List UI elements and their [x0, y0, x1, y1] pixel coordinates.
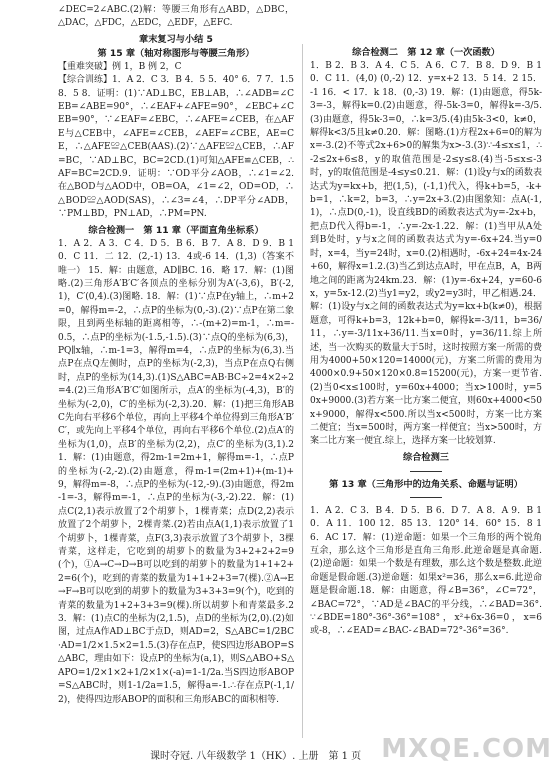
test3-heading: 综合检测三	[403, 451, 449, 463]
subheading-rule-right	[410, 497, 442, 498]
training-text: 【综合训练】1．A 2．C 3．B 4．5 5．40° 6．7 7．1.5 8．5 8．证明：(1)∵AD⊥BC，EB⊥AB，∴∠ADB=∠CEB=∠ABE=90°，∴∠EAF+∠AFE=90°，∠EBC+∠CEB=90°，∵∠EAF=∠EBC，∴∠AFE=∠CEB，在△AFE与△CEB中，∠AFE=∠CEB，∠AEF=∠CBE，AE=CE，∴△AFE≌△CEB(AAS).(2)∵△AFE≌△CEB，∴AF=BC，∵AD⊥BC，BC=2CD.(1)可知△AFE≌△CEB，∴AF=BC=2CD.9．证明：∵OD平分∠AOB，∴∠1=∠2.在△BOD与△AOD中，OB=OA，∠1=∠2，OD=OD，∴△BOD≌△AOD(SAS)，∴∠3=∠4，∴DP平分∠ADB，∵PM⊥BD，PN⊥AD，∴PM=PN.	[58, 75, 294, 220]
test1-text: 1．A 2．A 3．C 4．D 5．B 6．B 7．A 8．D 9．B 10．C 11．二 12．(2,-1) 13．4或-6 14．(1,3)（答案不唯一） 15．解：由题意，AD∥BC. 16．略 17．解：(1)图略.(2)三角形A′B′C′各顶点的坐标分别为A′(-3,6)，B′(-2,1)，C′(0,4).(3)图略. 18．解：(1)∵点P在y轴上，∴m+2=0，解得m=-2，∴点P的坐标为(0,-3).(2)∵点P在第二象限，且到两坐标轴的距离相等，∴-(m+2)=m-1，∴m=-0.5，∴点P的坐标为(-1.5,-1.5).(3)∵点Q的坐标为(6,3)，PQ∥x轴，∴m-1=3，解得m=4，∴点P的坐标为(6,3).当点P在点Q左侧时，点P的坐标为(-2,3)，当点P在点Q右侧时，点P的坐标为(14,3).(1)S△ABC=AB·BC÷2=4×2÷2=4.(2)三角形A′B′C′如图所示，点A′的坐标为(-4,3)，B′的坐标为(-2,0)，C′的坐标为(-2,3).20．解：(1)把三角形ABC先向右平移6个单位，再向上平移4个单位得到三角形A′B′C′，或先向上平移4个单位，再向右平移6个单位.(2)点A′的坐标为(1,0)，点B′的坐标为(2,2)，点C′的坐标为(3,1).21．解：(1)由题意，得2m-1=2m+1，解得m=-1，∴点P的坐标为(-2,-2).(2)由题意，得m-1=(2m+1)+(m-1)+9，解得m=-8，∴点P的坐标为(-12,-9).(3)由题意，得2m-1=-3，解得m=-1，∴点P的坐标为(-3,-2).22．解：(1)点C(2,1)表示放置了2个胡萝卜，1棵青菜；点D(2,2)表示放置了2个胡萝卜，2棵青菜.(2)若由点A(1,1)表示放置了1个胡萝卜，1棵青菜，点F(3,3)表示放置了3个胡萝卜，3棵青菜，这样走，它吃到的胡萝卜的数量为3+2+2+2=9(个)，①A→C→D→B可以吃到的胡萝卜的数量为1+1+2+2=6(个)，吃到的青菜的数量为1+1+2+3=7(棵).②A→E→F→B可以吃到的胡萝卜的数量为3+3+3=9(个)，吃到的青菜的数量为1+2+3+3=9(棵).所以胡萝卜和青菜最多.23．解：(1)点C的坐标为(2,1.5)，点D的坐标为(2,0).(2)如图，过点A作AD⊥BC于点D，则AD=2，S△ABC=1/2BC·AD=1/2×1.5×2=1.5.(3)存在点P，使S四边形ABOP=S△ABC，理由如下：设点P的坐标为(a,1)，则S△ABO+S△APO=1/2×1×2+1/2×1×(-a)=1-1/2a.当S四边形ABOP=S△ABC时，则1-1/2a=1.5，解得a=-1.∴存在点P(-1,1/2)，使得四边形ABOP的面积和三角形ABC的面积相等.	[58, 238, 294, 705]
site-watermark: MXQE.COM	[381, 734, 552, 764]
test2-block	[310, 60, 542, 449]
intro-text: ∠DEC=2∠ABC.(2)解：等腰三角形有△ABD，△DBC，△DAC，△FDC，△EDC，△EDF，△EFC.	[58, 5, 294, 29]
test3-block	[310, 505, 542, 639]
test3-subheading-text: 第 13 章（三角形中的边角关系、命题与证明）	[329, 478, 523, 490]
page-footer: 课时夺冠. 八年级数学 1（HK）. 上册 第 1 页	[150, 751, 362, 762]
column-divider	[302, 44, 303, 738]
test3-text: 1．A 2．C 3．B 4．D 5．B 6．D 7．A 8．A 9．B 10．A 11．100 12．85 13．120° 14．60° 15．8 16．AC 17．解：(1)逆命题：如果一个三角形的两个锐角互余，那么这个三角形是直角三角形.此逆命题是真命题.(2)逆命题：如果一个数是有理数，那么这个数是整数.此逆命题是假命题.(3)逆命题：如果x²=36，那么x=6.此逆命题是假命题.18．解：由题意，得∠B=36°，∠C=72°，∠BAC=72°，∵AD是∠BAC的平分线，∴∠BAD=36°.∵∠BDE=180°-36°-36°=108°，x²+6x-36=0，x=6或-8，∴∠EAD=∠BAC-∠BAD=72°-36°=36°.	[310, 505, 542, 637]
chapter-subheading: 第 15 章（轴对称图形与等腰三角形）	[97, 47, 255, 59]
left-column	[58, 5, 294, 738]
test2-heading: 综合检测二 第 12 章（一次函数）	[352, 47, 500, 58]
key-points-text: 【重难突破】例 1，B 例 2，C	[58, 61, 182, 72]
subheading-rule-left	[410, 471, 442, 472]
intro-block	[58, 4, 294, 31]
key-points-block	[58, 61, 294, 222]
right-column	[310, 44, 542, 738]
test3-subheading	[310, 465, 542, 504]
test1-heading: 综合检测一 第 11 章（平面直角坐标系）	[88, 224, 264, 236]
chapter-heading: 章末复习与小结 5	[139, 33, 213, 45]
test1-block	[58, 238, 294, 707]
test2-text: 1．B 2．B 3．A 4．C 5．A 6．C 7．B 8．D 9．B 10．C 11．(4,0) (0,-2) 12．y=x+2 13．5 14．2 15．-1 16．< 17．k 18．(0,-3) 19．解：(1)由题意，得5k-3=-3，解得k=0.(2)由题意，得-5k-3=0，解得k=-3/5.(3)由题意，得5k-3=0，∴k=3/5.(4)由5k-3<0，k≠0，解得k<3/5且k≠0.20．解：图略.(1)方程2x+6=0的解为x=-3.(2)不等式2x+6>0的解集为x>-3.(3)∵-4≤x≤1，∴-2≤2x+6≤8，y的取值范围是-2≤y≤8.(4)当-5≤x≤-3时，y的取值范围是-4≤y≤0.21．解：(1)设y与x的函数表达式为y=kx+b，把(1,5)，(-1,1)代入，得k+b=5，-k+b=1，∴k=2，b=3，∴y=2x+3.(2)由图象知：点A(-1,1)，∴点D(0,-1)，设直线BD的函数表达式为y=-2x+b，把点D代入得b=-1，∴y=-2x-1.22．解：(1)当甲从A处到B处时，y与x之间的函数表达式为y=-6x+24.当y=0时，x=4，当y=24时，x=0.(2)相遇时，-6x+24=4x-24+60，解得x=1.2.(3)当乙到达点A时，甲在点B，A，B两地之间的距离为24km.23．解：(1)y=-6x+24，y=60-6x，y=5x-12.(2)当y1=y2，或y2=y3时，甲乙相遇.24．解：(1)设y与x之间的函数表达式为y=kx+b(k≠0)，根据题意，可得k+b=3，12k+b=0，解得k=-3/11，b=36/11，∴y=-3/11x+36/11.当x=0时，y=36/11.综上所述，当一次购买的数量大于5时，这时按照方案一所需的费用为4000+50×120=14000(元)，方案二所需的费用为4000×0.9+50×120×0.8=15200(元)，方案一更节省.(2)当0<x≤100时，y=60x+4000；当x>100时，y=50x+9000.(3)若方案一比方案二便宜，则60x+4000<50x+9000，解得x<500.所以当x<500时，方案一比方案二便宜；当x=500时，两方案一样便宜；当x>500时，方案二比方案一便宜.综上，选择方案一比较划算.	[310, 61, 542, 447]
